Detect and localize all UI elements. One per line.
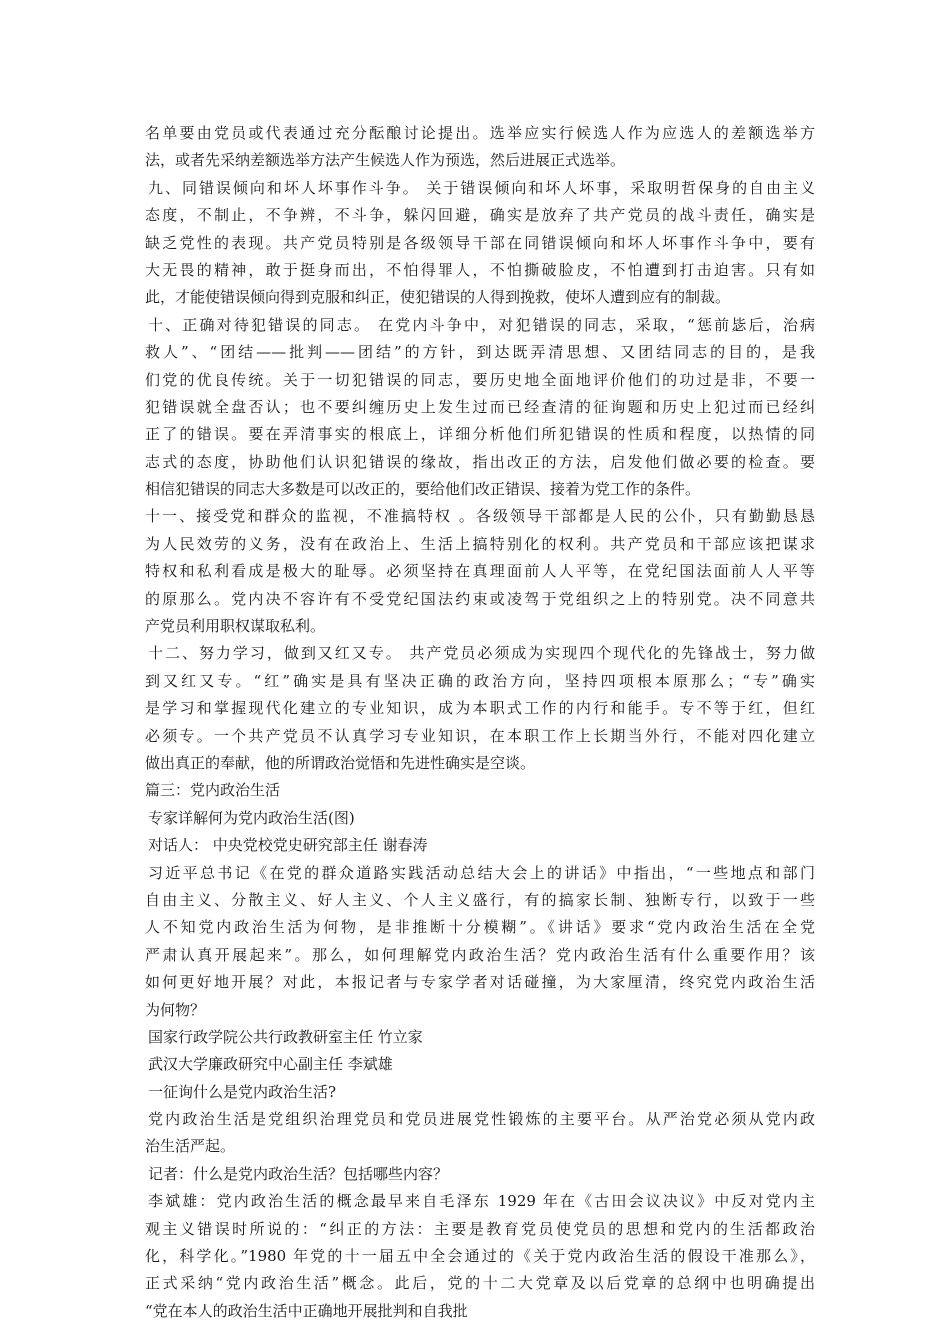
text-line: 严肃认真开展起来”。那么，如何理解党内政治生活？党内政治生活有什么重要作用？该 [145, 945, 815, 964]
document-body [145, 120, 815, 1325]
text-line: 相信犯错误的同志大多数是可以改正的，要给他们改正错误、接着为党工作的条件。 [145, 480, 701, 499]
text-line: 正了的错误。要在弄清事实的根底上，详细分析他们所犯错误的性质和程度，以热情的同 [145, 425, 815, 444]
text-line: 名单要由党员或代表通过充分酝酿讨论提出。选举应实行候选人作为应选人的差额选举方 [145, 124, 815, 142]
text-line: 十、正确对待犯错误的同志。 在党内斗争中，对犯错误的同志，采取，“惩前毖后，治病 [148, 315, 815, 334]
text-line: 党内政治生活是党组织治理党员和党员进展党性锻炼的主要平台。从严治党必须从党内政 [148, 1110, 815, 1129]
text-line: 做出真正的奉献，他的所谓政治觉悟和先进性确实是空谈。 [145, 753, 536, 772]
text-line: 到又红又专。“红”确实是具有坚决正确的政治方向，坚持四项根本原那么；“专”确实 [145, 671, 815, 690]
text-line: 大无畏的精神，敢于挺身而出，不怕得罪人，不怕撕破脸皮，不怕遭到打击迫害。只有如 [145, 260, 815, 279]
text-line: 为何物？ [145, 1000, 206, 1019]
text-line: 观主义错误时所说的：“纠正的方法：主要是教育党员使党员的思想和党内的生活都政治 [145, 1219, 815, 1238]
text-line: 习近平总书记《在党的群众道路实践活动总结大会上的讲话》中指出，“一些地点和部门 [148, 863, 815, 882]
text-line: 态度，不制止，不争辨，不斗争，躲闪回避，确实是放弃了共产党员的战斗责任，确实是 [145, 206, 815, 225]
text-line: 的原那么。党内决不容许有不受党纪国法约束或凌驾于党组织之上的特别党。决不同意共 [145, 589, 815, 608]
text-line: 专家详解何为党内政治生活(图) [148, 808, 355, 827]
text-line: 志式的态度，协助他们认识犯错误的缘故，指出改正的方法，启发他们做必要的检查。要 [145, 452, 815, 471]
text-line: 治生活严起。 [145, 1137, 236, 1156]
text-line: 九、同错误倾向和坏人坏事作斗争。 关于错误倾向和坏人坏事，采取明哲保身的自由主义 [148, 178, 815, 197]
text-line: 此，才能使错误倾向得到克服和纠正，使犯错误的人得到挽救，使坏人遭到应有的制裁。 [145, 288, 731, 307]
text-line: 如何更好地开展？对此，本报记者与专家学者对话碰撞，为大家厘清，终究党内政治生活 [145, 973, 815, 992]
text-line: “党在本人的政治生活中正确地开展批判和自我批 [145, 1301, 468, 1320]
text-line: 正式采纳“党内政治生活”概念。此后，党的十二大党章及以后党章的总纲中也明确提出 [145, 1274, 815, 1293]
text-line: 是学习和掌握现代化建立的专业知识，成为本职式工作的内行和能手。专不等于红，但红 [145, 699, 815, 718]
text-line: 十一、接受党和群众的监视，不准搞特权 。各级领导干部都是人民的公仆，只有勤勤恳恳 [145, 507, 815, 526]
text-line: 李斌雄：党内政治生活的概念最早来自毛泽东 1929 年在《古田会议决议》中反对党内主 [148, 1192, 815, 1211]
text-line: 犯错误就全盘否认；也不要纠缠历史上发生过而已经查清的征询题和历史上犯过而已经纠 [145, 397, 815, 416]
text-line: 篇三：党内政治生活 [145, 781, 281, 800]
text-line: 一征询什么是党内政治生活? [148, 1082, 337, 1101]
text-line: 救人”、“团结——批判——团结”的方针，到达既弄清思想、又团结同志的目的，是我 [145, 343, 815, 362]
text-line: 法，或者先采纳差额选举方法产生候选人作为预选，然后进展正式选举。 [145, 151, 626, 170]
text-line: 武汉大学廉政研究中心副主任 李斌雄 [148, 1055, 393, 1074]
text-line: 必须专。一个共产党员不认真学习专业知识，在本职工作上长期当外行，不能对四化建立 [145, 726, 815, 745]
text-line: 十二、努力学习，做到又红又专。 共产党员必须成为实现四个现代化的先锋战士，努力做 [148, 644, 815, 663]
text-line: 记者：什么是党内政治生活？包括哪些内容？ [148, 1164, 449, 1183]
text-line: 对话人： 中央党校党史研究部主任 谢春涛 [148, 836, 428, 855]
text-line: 化，科学化。”1980 年党的十一届五中全会通过的《关于党内政治生活的假设干准那么》， [145, 1247, 815, 1266]
text-line: 们党的优良传统。关于一切犯错误的同志，要历史地全面地评价他们的功过是非，不要一 [145, 370, 815, 389]
text-line: 人不知党内政治生活为何物，是非推断十分模糊”。《讲话》要求“党内政治生活在全党 [145, 918, 815, 937]
text-line: 缺乏党性的表现。共产党员特别是各级领导干部在同错误倾向和坏人坏事作斗争中，要有 [145, 233, 815, 252]
text-line: 为人民效劳的义务，没有在政治上、生活上搞特别化的权利。共产党员和干部应该把谋求 [145, 534, 815, 553]
text-line: 产党员利用职权谋取私利。 [145, 617, 326, 636]
text-line: 国家行政学院公共行政教研室主任 竹立家 [148, 1027, 423, 1046]
text-line: 自由主义、分散主义、好人主义、个人主义盛行，有的搞家长制、独断专行，以致于一些 [145, 890, 815, 909]
text-line: 特权和私利看成是极大的耻辱。必须坚持在真理面前人人平等，在党纪国法面前人人平等 [145, 562, 815, 581]
